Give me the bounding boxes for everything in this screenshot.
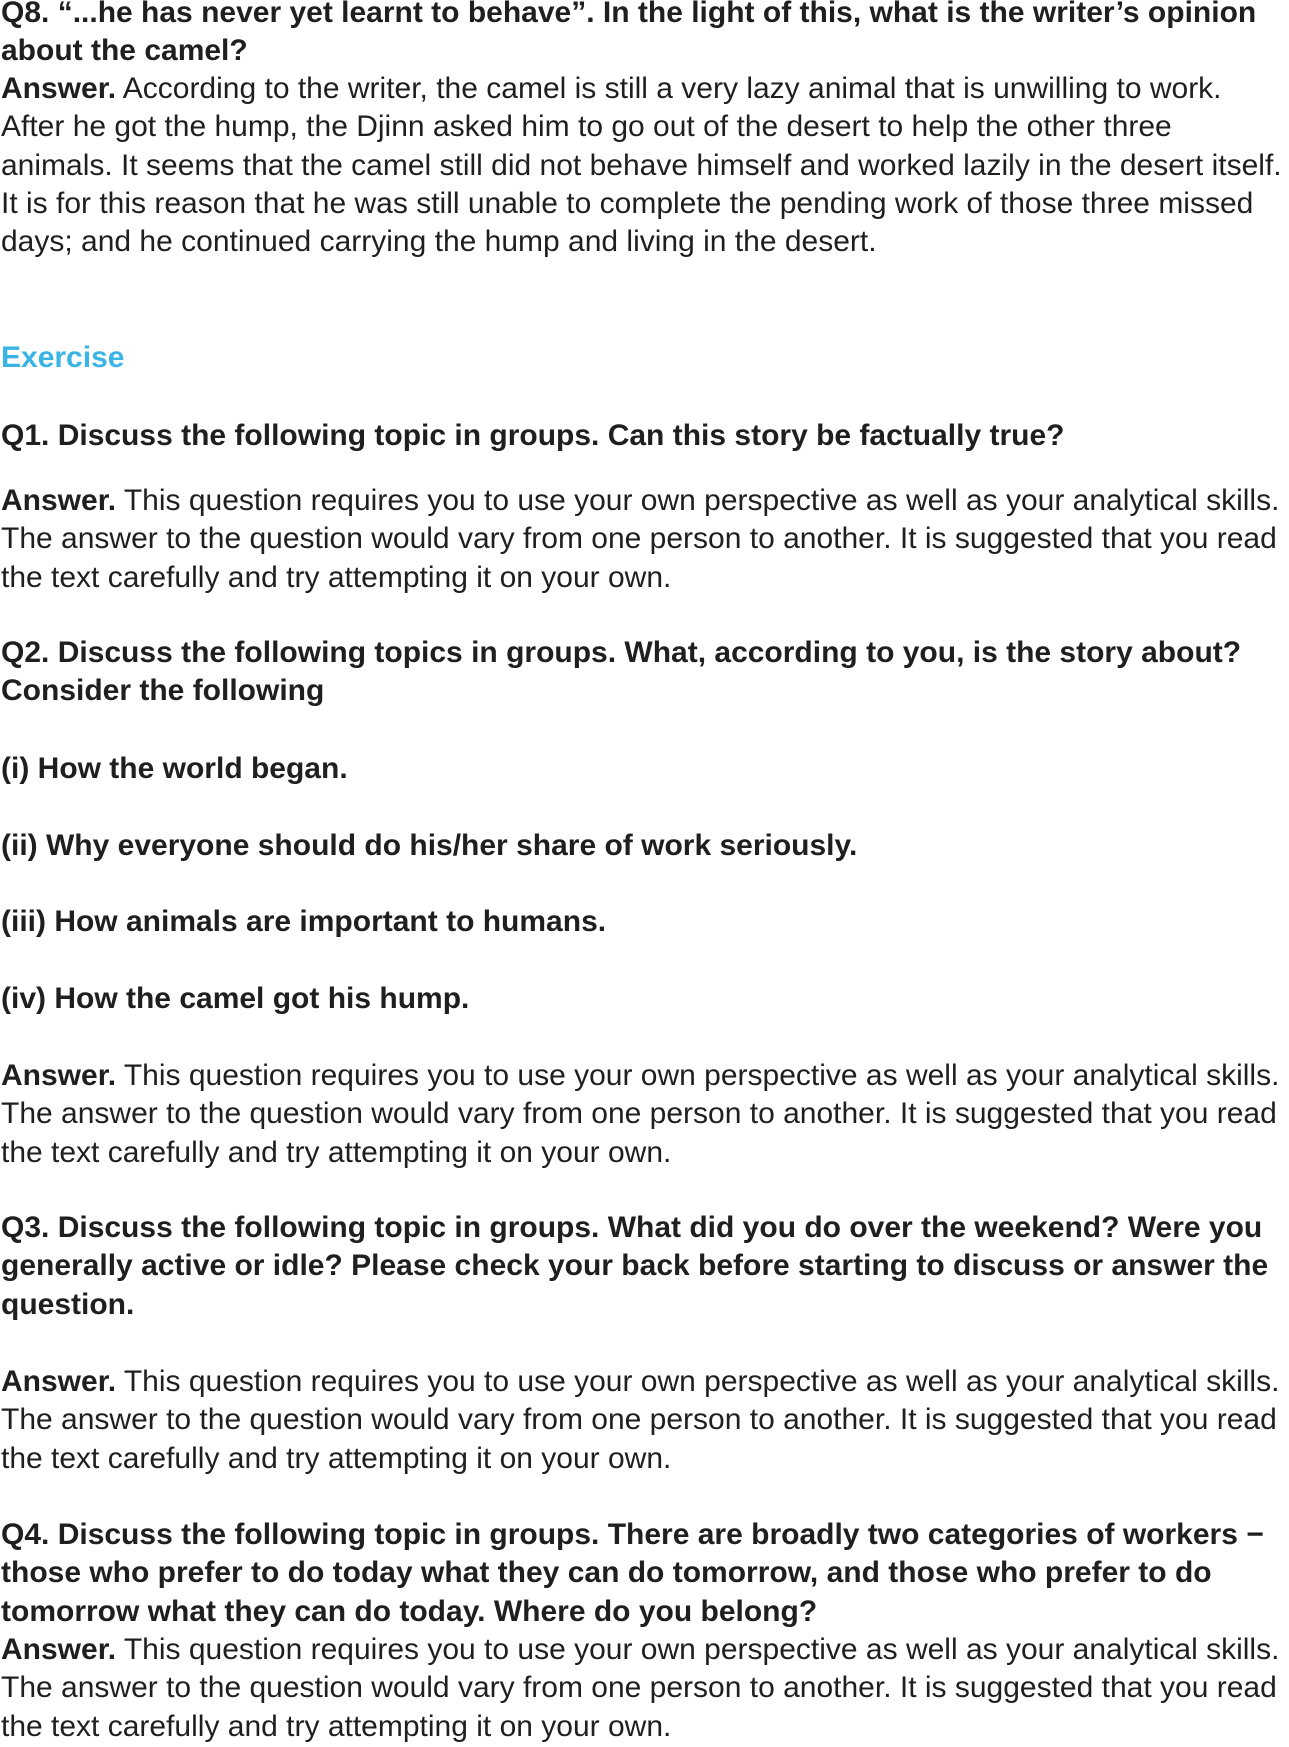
q1-question: Q1. Discuss the following topic in groups. Can this story be factually true? (1, 419, 1065, 452)
q4-answer-text: This question requires you to use your own perspective as well as your analytical skills. The answer to the question would vary from one person to another. It is suggested that you read the text carefully and try attempting it on your own. (1, 1633, 1280, 1743)
q2-answer-text: This question requires you to use your own perspective as well as your analytical skills. The answer to the question would vary from one person to another. It is suggested that you read the text carefully and try attempting it on your own. (1, 1059, 1280, 1169)
q8-answer-label: Answer. (1, 72, 117, 105)
q2-option-4: (iv) How the camel got his hump. (1, 982, 470, 1015)
q3-answer (1, 1363, 1285, 1478)
q1-answer-text: This question requires you to use your own perspective as well as your analytical skills. The answer to the question would vary from one person to another. It is suggested that you read the text carefully and try attempting it on your own. (1, 484, 1280, 594)
q2-answer (1, 1057, 1285, 1172)
q8-answer (1, 70, 1285, 261)
q2-answer-label: Answer. (1, 1059, 117, 1092)
q2-question: Q2. Discuss the following topics in groups. What, according to you, is the story about? Consider the following (1, 636, 1242, 708)
q8-question: Q8. “...he has never yet learnt to behave”. In the light of this, what is the writer’s opinion about the camel? (1, 0, 1257, 68)
q4-answer-label: Answer. (1, 1633, 117, 1666)
q3-answer-text: This question requires you to use your own perspective as well as your analytical skills. The answer to the question would vary from one person to another. It is suggested that you read the text carefully and try attempting it on your own. (1, 1365, 1280, 1475)
exercise-heading: Exercise (1, 341, 125, 374)
q8-answer-text: According to the writer, the camel is still a very lazy animal that is unwilling to work. After he got the hump, the Djinn asked him to go out of the desert to help the other three animals. It seems that the camel still did not behave himself and worked lazily in the desert itself. It is for this reason that he was still unable to complete the pending work of those three missed days; and he continued carrying the hump and living in the desert. (1, 72, 1282, 259)
q1-answer-label: Answer. (1, 484, 117, 517)
q3-question: Q3. Discuss the following topic in groups. What did you do over the weekend? Were you generally active or idle? Please check your back before starting to discuss or answer the question. (1, 1211, 1269, 1321)
q1-answer (1, 482, 1285, 597)
q2-option-2: (ii) Why everyone should do his/her share of work seriously. (1, 829, 858, 862)
q4-question: Q4. Discuss the following topic in groups. There are broadly two categories of workers − those who prefer to do today what they can do tomorrow, and those who prefer to do tomorrow what they can do today. Where do you belong? (1, 1518, 1264, 1628)
q4-answer (1, 1631, 1285, 1746)
q2-option-3: (iii) How animals are important to humans. (1, 905, 607, 938)
q3-answer-label: Answer. (1, 1365, 117, 1398)
q2-option-1: (i) How the world began. (1, 752, 348, 785)
